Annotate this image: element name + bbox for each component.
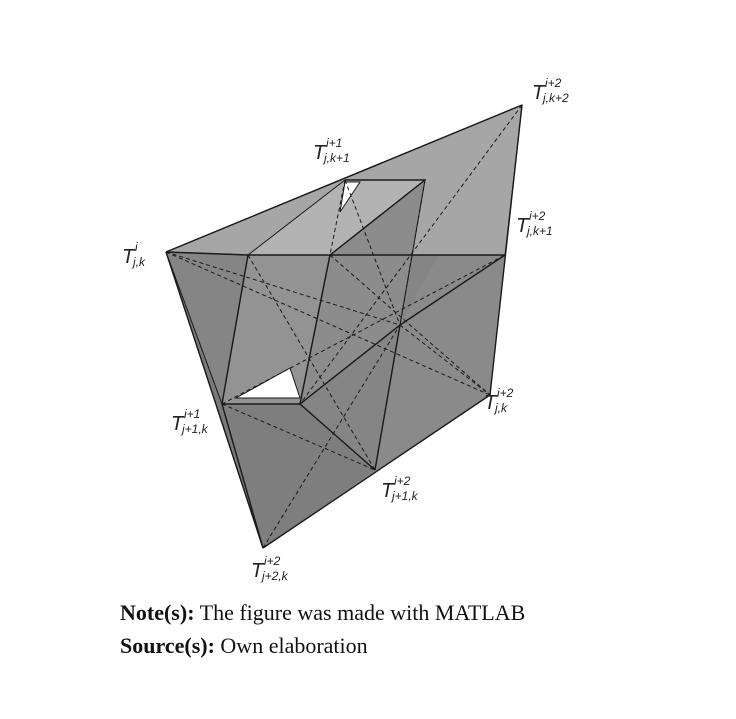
- pyramid-figure: T i j,k T i+1 j,k+1 T i+2 j,k+2 T i+2 j,k+1 T i+2 j,k T i+1 j+1,k T i+2 j+1,k T i+2 j+2,k: [0, 0, 736, 600]
- note-label: Note(s):: [120, 600, 195, 625]
- caption-note: [120, 600, 525, 626]
- source-text: Own elaboration: [214, 633, 368, 658]
- source-label: Source(s):: [120, 633, 215, 658]
- caption-source: [120, 633, 368, 659]
- note-text: The figure was made with MATLAB: [194, 600, 526, 625]
